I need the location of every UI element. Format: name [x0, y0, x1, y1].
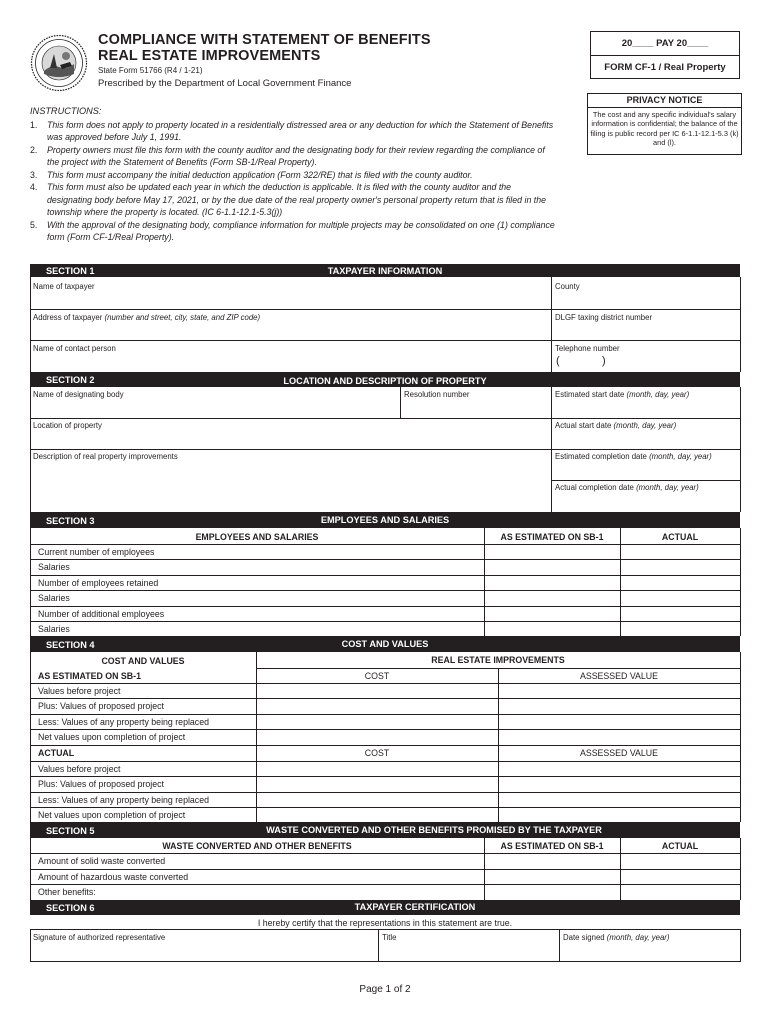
section3-title: EMPLOYEES AND SALARIES — [320, 515, 450, 525]
title-field[interactable]: Title — [382, 933, 397, 942]
date-signed-field[interactable]: Date signed (month, day, year) — [563, 933, 670, 942]
instruction-item: 3. This form must accompany the initial deduction application (Form 322/RE) that is filed with the county auditor. — [30, 169, 473, 180]
county-field[interactable]: County — [555, 282, 580, 291]
table-row: Salaries — [38, 624, 70, 634]
dlgf-district-field[interactable]: DLGF taxing district number — [555, 313, 653, 322]
form-title-line1: COMPLIANCE WITH STATEMENT OF BENEFITS — [98, 32, 431, 48]
table-row: Salaries — [38, 593, 70, 603]
section2-header — [30, 372, 740, 387]
assessed-value-col-header: ASSESSED VALUE — [579, 671, 659, 681]
section3-label: SECTION 3 — [46, 516, 95, 526]
instruction-item: 5. With the approval of the designating body, compliance information for multiple projects may be consolidated on one (1) compliance form (Form CF-1/Real Property). — [30, 219, 555, 242]
pay-year-line[interactable]: 20____ PAY 20____ — [591, 32, 739, 56]
actual-completion-date-field[interactable]: Actual completion date (month, day, year) — [555, 483, 699, 492]
phone-paren-open: ( — [556, 355, 560, 367]
contact-person-field[interactable]: Name of contact person — [33, 344, 116, 353]
actual-heading: ACTUAL — [38, 748, 75, 758]
table-row: Net values upon completion of project — [38, 810, 186, 820]
table-row: Values before project — [38, 686, 121, 696]
form-title-line2: REAL ESTATE IMPROVEMENTS — [98, 48, 321, 64]
telephone-field[interactable]: Telephone number — [555, 344, 620, 353]
section1-title: TAXPAYER INFORMATION — [327, 266, 443, 276]
instruction-item: 4. This form must also be updated each year in which the deduction is applicable. It is filed with the county auditor and the designating body before May 17, 2021, or by the due date of the real property owner's personal property return that is filed in the township where the property is located. (IC 6-1.1-12.1-5.3(j)) — [30, 182, 547, 217]
section4-label: SECTION 4 — [46, 640, 95, 650]
table-row: Less: Values of any property being replaced — [38, 795, 209, 805]
section5-title: WASTE CONVERTED AND OTHER BENEFITS PROMISED BY THE TAXPAYER — [266, 825, 602, 835]
table-row: Other benefits: — [38, 887, 96, 897]
section2-label: SECTION 2 — [46, 375, 95, 385]
pay-year-box — [590, 31, 740, 79]
table-row: Less: Values of any property being replaced — [38, 717, 209, 727]
employees-col-header: EMPLOYEES AND SALARIES — [195, 532, 319, 542]
section6-label: SECTION 6 — [46, 903, 95, 913]
privacy-text: The cost and any specific individual's salary information is confidential; the balance of the filing is public record per IC 6-1.1-12.1-5.3 (k) and (l). — [590, 110, 739, 148]
signature-field[interactable]: Signature of authorized representative — [33, 933, 166, 942]
real-estate-improvements-header: REAL ESTATE IMPROVEMENTS — [431, 655, 565, 665]
section3-header — [30, 512, 740, 528]
table-row: Plus: Values of proposed project — [38, 779, 164, 789]
table-row: Current number of employees — [38, 547, 155, 557]
table-row: Salaries — [38, 562, 70, 572]
prescribed-by: Prescribed by the Department of Local Government Finance — [98, 78, 352, 89]
section5-header — [30, 822, 740, 838]
cost-col-header: COST — [364, 671, 390, 681]
estimated-start-date-field[interactable]: Estimated start date (month, day, year) — [555, 390, 690, 399]
table-row: Amount of hazardous waste converted — [38, 872, 189, 882]
table-row: Values before project — [38, 764, 121, 774]
section2-title: LOCATION AND DESCRIPTION OF PROPERTY — [283, 376, 487, 386]
estimated-heading: AS ESTIMATED ON SB-1 — [38, 671, 141, 681]
form-id: FORM CF-1 / Real Property — [604, 62, 726, 73]
privacy-heading: PRIVACY NOTICE — [588, 94, 741, 108]
taxpayer-address-field[interactable]: Address of taxpayer (number and street, city, state, and ZIP code) — [33, 313, 261, 322]
section6-title: TAXPAYER CERTIFICATION — [354, 902, 476, 912]
employees-actual-col-header: ACTUAL — [661, 532, 699, 542]
employees-estimated-col-header: AS ESTIMATED ON SB-1 — [500, 532, 604, 542]
estimated-completion-date-field[interactable]: Estimated completion date (month, day, year) — [555, 452, 712, 461]
instruction-item: 2. Property owners must file this form with the county auditor and the designating body for their review regarding the compliance of the project with the Statement of Benefits (Form SB-1/Real Property). — [30, 144, 545, 167]
form-number: State Form 51766 (R4 / 1-21) — [98, 66, 203, 75]
section4-header — [30, 636, 740, 652]
waste-actual-col-header: ACTUAL — [661, 841, 699, 851]
waste-col-header: WASTE CONVERTED AND OTHER BENEFITS — [162, 841, 352, 851]
improvements-description-field[interactable]: Description of real property improvements — [33, 452, 178, 461]
cost-values-col-header: COST AND VALUES — [101, 656, 185, 666]
section1-header — [30, 264, 740, 277]
instruction-item: 1. This form does not apply to property located in a residentially distressed area or any deduction for which the Statement of Benefits was approved before July 1, 1991. — [30, 119, 554, 142]
section6-header — [30, 900, 740, 915]
assessed-value-col-header: ASSESSED VALUE — [579, 748, 659, 758]
resolution-number-field[interactable]: Resolution number — [404, 390, 470, 399]
table-row: Amount of solid waste converted — [38, 856, 166, 866]
section5-label: SECTION 5 — [46, 826, 95, 836]
state-seal-icon — [30, 34, 88, 92]
designating-body-field[interactable]: Name of designating body — [33, 390, 124, 399]
cost-col-header: COST — [364, 748, 390, 758]
section1-label: SECTION 1 — [46, 266, 95, 276]
form-title — [98, 32, 431, 64]
taxpayer-name-field[interactable]: Name of taxpayer — [33, 282, 95, 291]
table-row: Number of employees retained — [38, 578, 159, 588]
actual-start-date-field[interactable]: Actual start date (month, day, year) — [555, 421, 677, 430]
waste-estimated-col-header: AS ESTIMATED ON SB-1 — [500, 841, 604, 851]
instructions — [30, 105, 555, 244]
certification-statement: I hereby certify that the representations in this statement are true. — [257, 918, 513, 928]
table-row: Net values upon completion of project — [38, 732, 186, 742]
page-number: Page 1 of 2 — [359, 984, 411, 995]
section4-title: COST AND VALUES — [341, 639, 429, 649]
property-location-field[interactable]: Location of property — [33, 421, 102, 430]
instructions-heading: INSTRUCTIONS: — [30, 106, 102, 116]
table-row: Plus: Values of proposed project — [38, 701, 164, 711]
table-row: Number of additional employees — [38, 609, 165, 619]
phone-paren-close: ) — [602, 355, 606, 367]
privacy-notice — [587, 93, 742, 155]
